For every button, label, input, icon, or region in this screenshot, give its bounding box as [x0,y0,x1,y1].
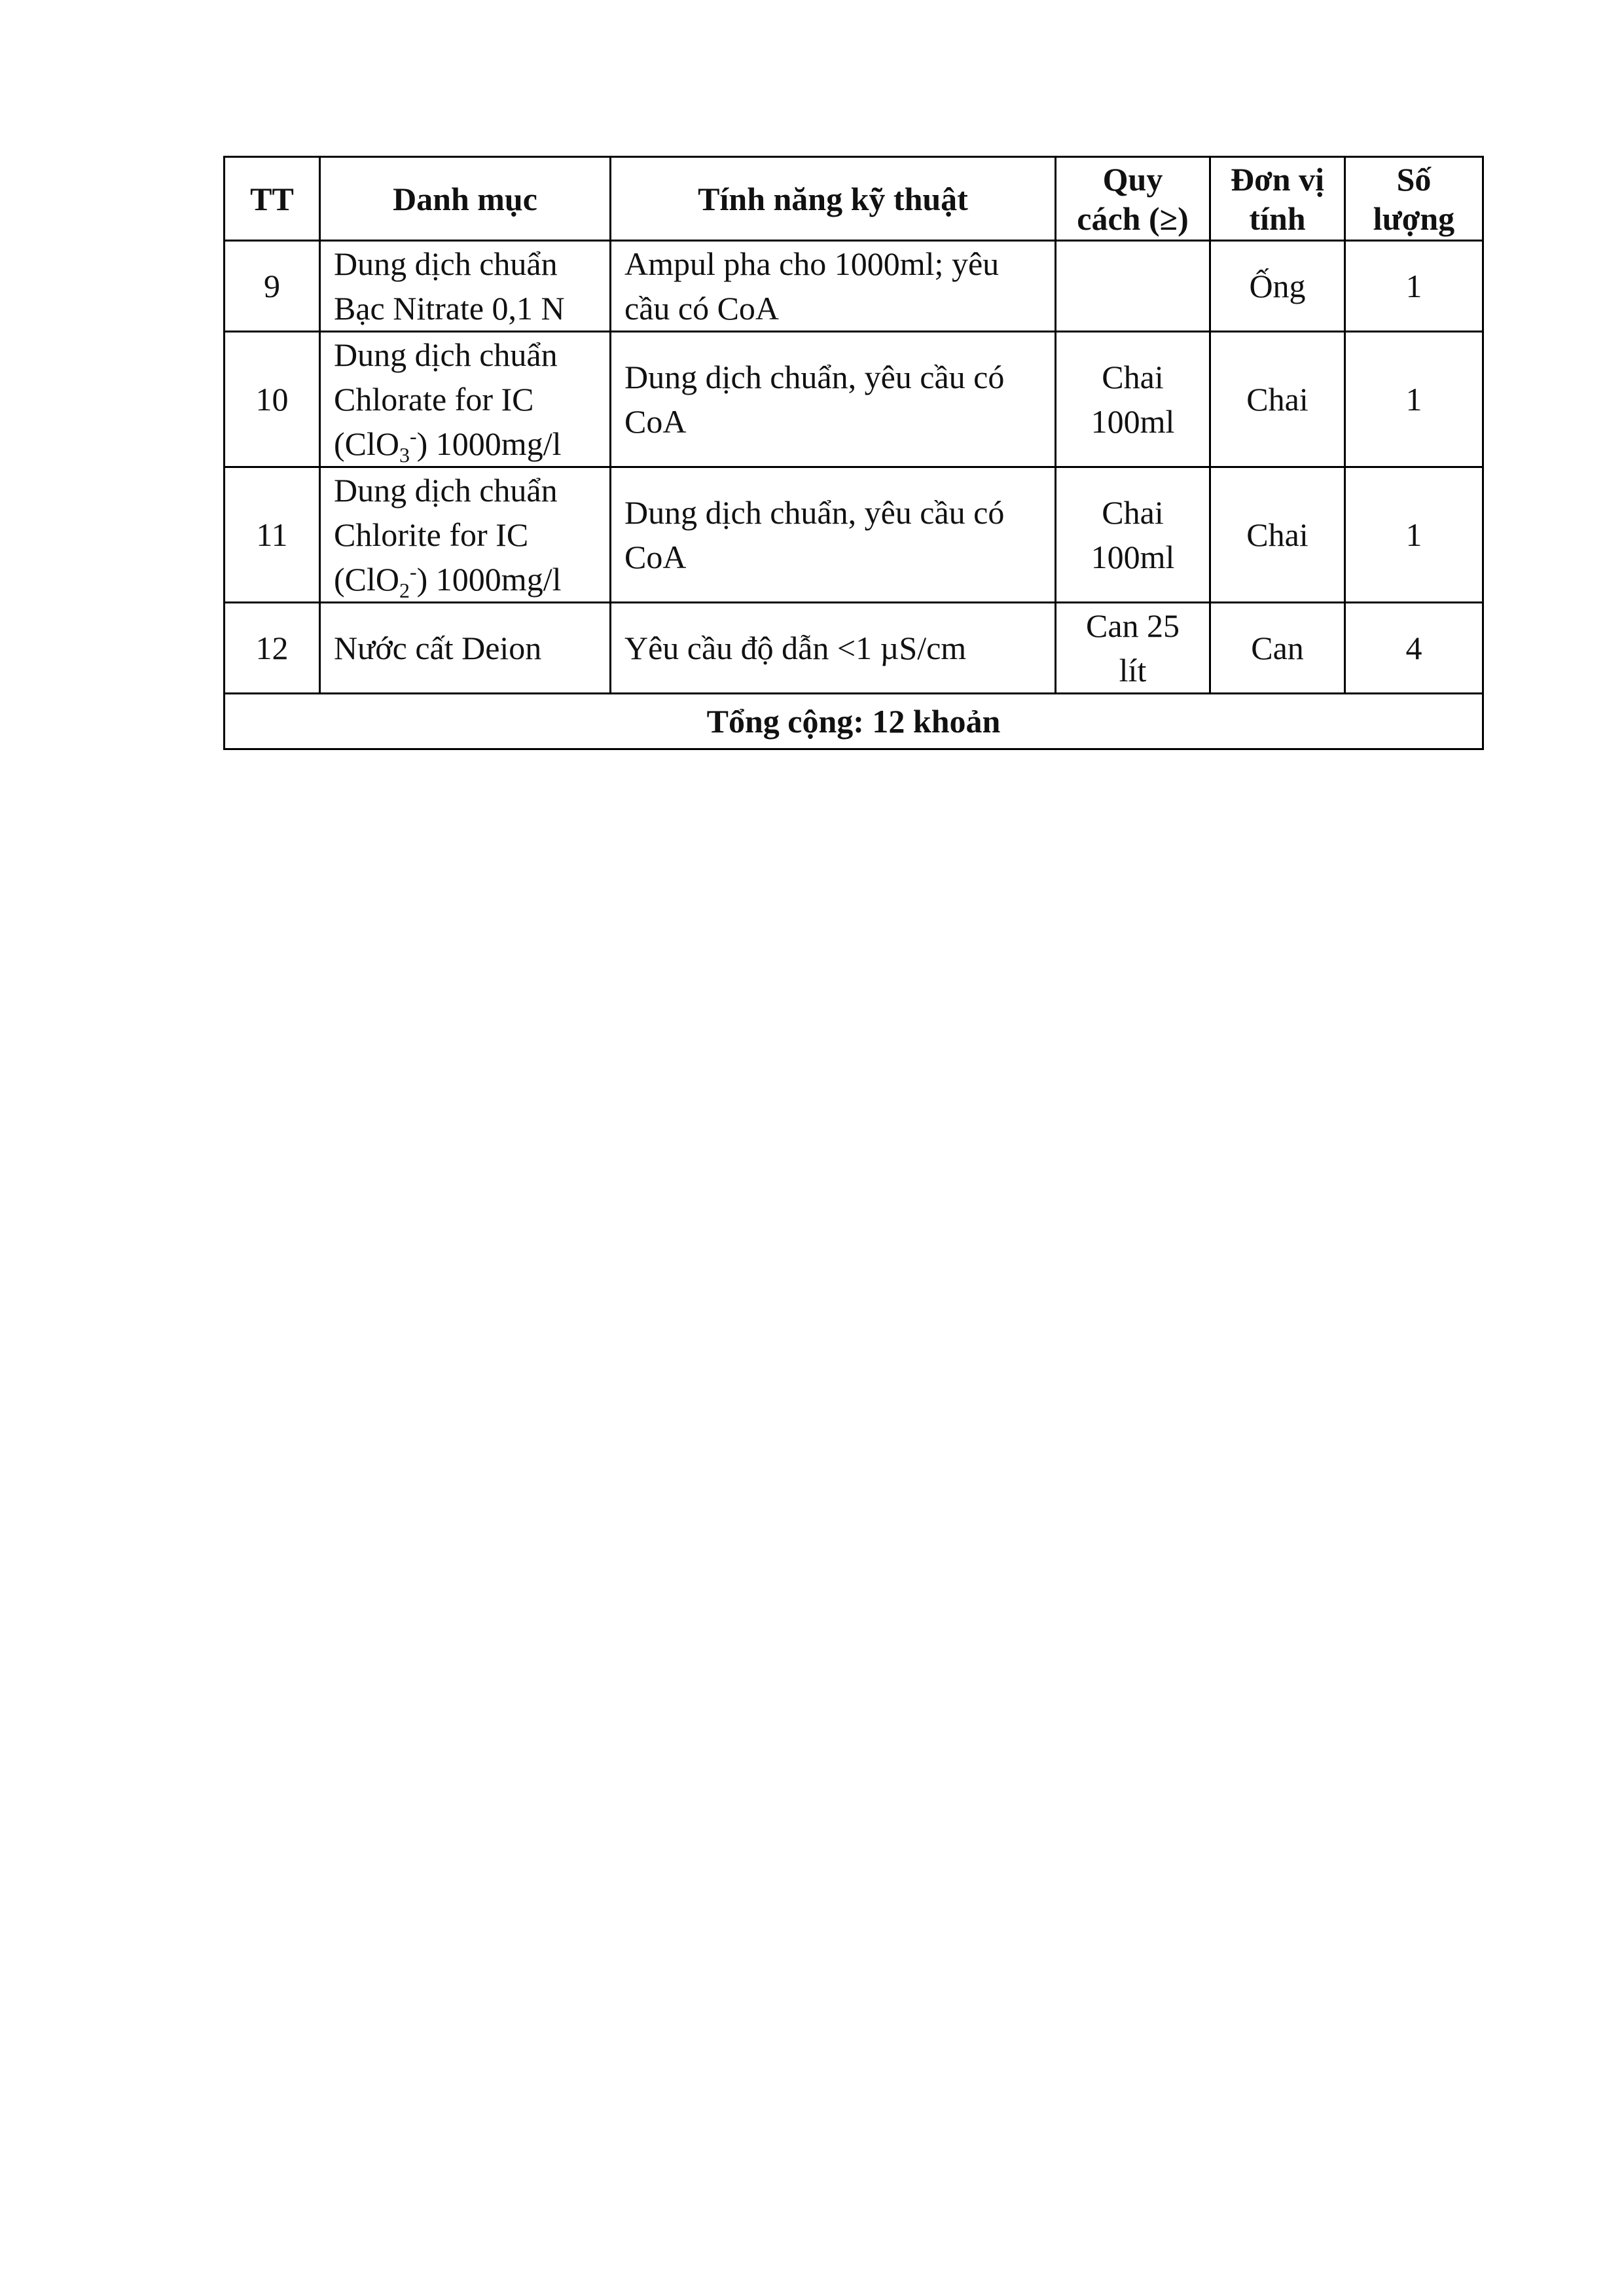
cell-danh-muc: Nước cất Deion [320,603,611,694]
items-table [223,156,1484,750]
table-row [225,241,1483,332]
cell-quy-cach: Can 25 lít [1056,603,1210,694]
header-so-luong: Số lượng [1345,157,1483,241]
cell-danh-muc: Dung dịch chuẩn Bạc Nitrate 0,1 N [320,241,611,332]
cell-don-vi: Ống [1210,241,1345,332]
cell-tt: 9 [225,241,320,332]
cell-tinh-nang: Dung dịch chuẩn, yêu cầu có CoA [611,332,1056,467]
header-row [225,157,1483,241]
cell-so-luong: 1 [1345,241,1483,332]
cell-so-luong: 4 [1345,603,1483,694]
table-row [225,603,1483,694]
header-don-vi: Đơn vị tính [1210,157,1345,241]
cell-don-vi: Can [1210,603,1345,694]
header-tt: TT [225,157,320,241]
cell-tt: 10 [225,332,320,467]
header-tinh-nang: Tính năng kỹ thuật [611,157,1056,241]
cell-quy-cach: Chai 100ml [1056,332,1210,467]
cell-so-luong: 1 [1345,332,1483,467]
cell-quy-cach: Chai 100ml [1056,467,1210,603]
cell-tinh-nang: Dung dịch chuẩn, yêu cầu có CoA [611,467,1056,603]
cell-tinh-nang: Yêu cầu độ dẫn <1 µS/cm [611,603,1056,694]
cell-tinh-nang: Ampul pha cho 1000ml; yêu cầu có CoA [611,241,1056,332]
cell-tt: 12 [225,603,320,694]
total-cell: Tổng cộng: 12 khoản [225,694,1483,749]
header-quy-cach: Quy cách (≥) [1056,157,1210,241]
cell-quy-cach [1056,241,1210,332]
cell-don-vi: Chai [1210,332,1345,467]
cell-don-vi: Chai [1210,467,1345,603]
cell-so-luong: 1 [1345,467,1483,603]
total-row [225,694,1483,749]
header-danh-muc: Danh mục [320,157,611,241]
table-row [225,467,1483,603]
cell-danh-muc: Dung dịch chuẩn Chlorate for IC (ClO$_3$-) 1000mg/l [320,332,611,467]
cell-tt: 11 [225,467,320,603]
cell-danh-muc: Dung dịch chuẩn Chlorite for IC (ClO$_2$-) 1000mg/l [320,467,611,603]
table-row [225,332,1483,467]
